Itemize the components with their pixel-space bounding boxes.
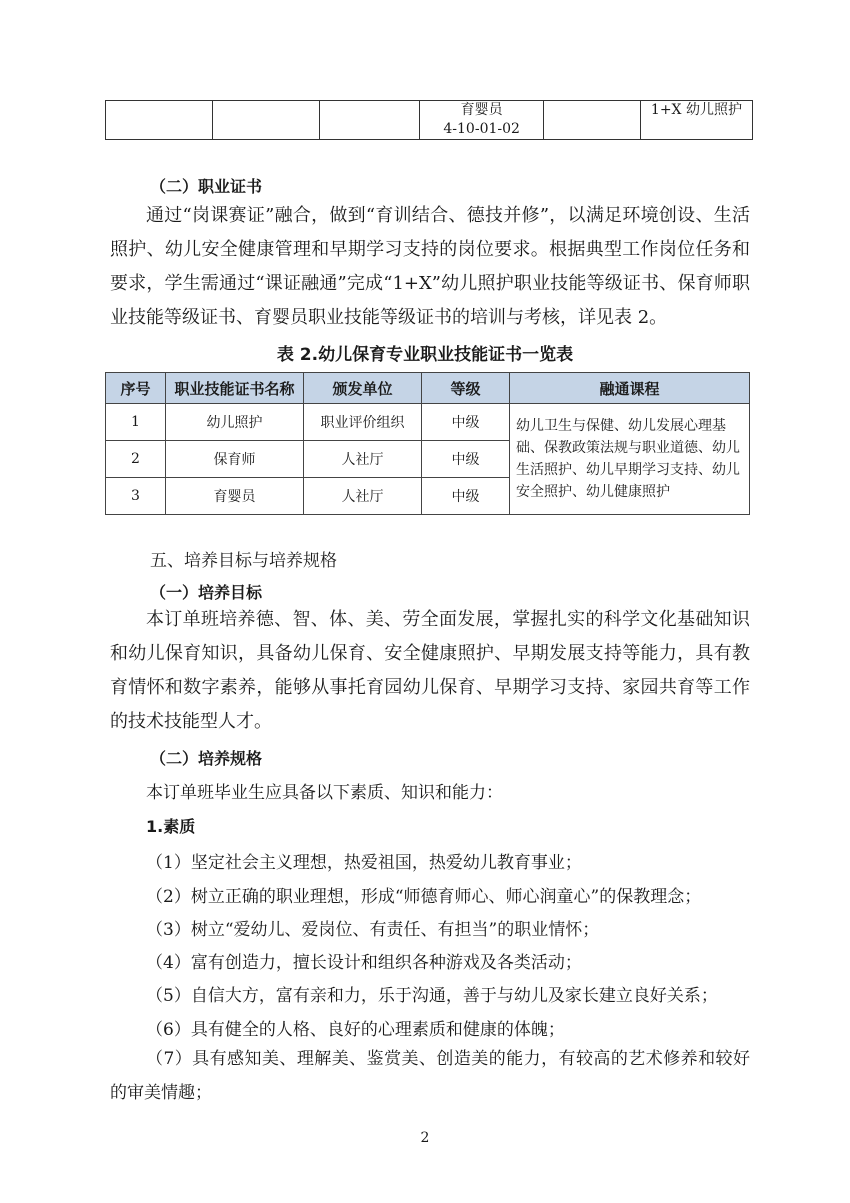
header-issuer: 颁发单位 bbox=[304, 373, 422, 404]
quality-item: （5）自信大方，富有亲和力，乐于沟通，善于与幼儿及家长建立良好关系； bbox=[146, 986, 718, 1006]
cell-level: 中级 bbox=[422, 441, 510, 478]
goal-paragraph: 本订单班培养德、智、体、美、劳全面发展，掌握扎实的科学文化基础知识和幼儿保育知识，具备幼儿保育、安全健康照护、早期发展支持等能力，具有教育情怀和数字素养，能够从事托育园幼儿保育、早期学习支持、家园共育等工作的技术技能型人才。 bbox=[110, 609, 750, 732]
header-index: 序号 bbox=[106, 373, 166, 404]
cell-courses: 幼儿卫生与保健、幼儿发展心理基础、保教政策法规与职业道德、幼儿生活照护、幼儿早期学习支持、幼儿安全照护、幼儿健康照护 bbox=[510, 404, 750, 515]
cert-table bbox=[105, 372, 750, 515]
header-level: 等级 bbox=[422, 373, 510, 404]
section-heading-cert: （二）职业证书 bbox=[150, 177, 263, 196]
table-cell bbox=[212, 101, 320, 140]
table-cell bbox=[320, 101, 420, 140]
header-cert-name: 职业技能证书名称 bbox=[166, 373, 304, 404]
cell-issuer: 职业评价组织 bbox=[304, 404, 422, 441]
quality-item: （3）树立“爱幼儿、爱岗位、有责任、有担当”的职业情怀； bbox=[146, 920, 600, 940]
quality-heading: 1.素质 bbox=[146, 817, 196, 836]
table-header-row bbox=[106, 373, 750, 404]
goal-heading: （一）培养目标 bbox=[150, 583, 263, 602]
cell-cert-name: 育婴员 bbox=[166, 478, 304, 515]
table-row bbox=[106, 101, 753, 140]
spec-heading: （二）培养规格 bbox=[150, 749, 263, 768]
table-row bbox=[106, 404, 750, 441]
table-cell bbox=[544, 101, 641, 140]
table-cell: 育婴员 4-10-01-02 bbox=[420, 101, 544, 140]
cell-index: 3 bbox=[106, 478, 166, 515]
quality-item: （7）具有感知美、理解美、鉴赏美、创造美的能力，有较高的艺术修养和较好的审美情趣； bbox=[110, 1049, 750, 1103]
table-cell bbox=[106, 101, 213, 140]
cell-index: 1 bbox=[106, 404, 166, 441]
cell-cert-name: 幼儿照护 bbox=[166, 404, 304, 441]
section-heading-5: 五、培养目标与培养规格 bbox=[150, 551, 337, 571]
continued-table bbox=[105, 100, 753, 140]
quality-item: （4）富有创造力，擅长设计和组织各种游戏及各类活动； bbox=[146, 953, 582, 973]
cell-index: 2 bbox=[106, 441, 166, 478]
table-caption: 表 2.幼儿保育专业职业技能证书一览表 bbox=[276, 345, 574, 365]
quality-item: （2）树立正确的职业理想，形成“师德育师心、师心润童心”的保教理念； bbox=[146, 887, 702, 907]
page-number: 2 bbox=[420, 1130, 430, 1146]
cell-level: 中级 bbox=[422, 478, 510, 515]
cell-issuer: 人社厅 bbox=[304, 478, 422, 515]
cell-cert-name: 保育师 bbox=[166, 441, 304, 478]
quality-item: （1）坚定社会主义理想，热爱祖国，热爱幼儿教育事业； bbox=[146, 853, 582, 873]
spec-intro: 本订单班毕业生应具备以下素质、知识和能力： bbox=[146, 783, 503, 803]
cell-level: 中级 bbox=[422, 404, 510, 441]
cell-issuer: 人社厅 bbox=[304, 441, 422, 478]
quality-item: （6）具有健全的人格、良好的心理素质和健康的体魄； bbox=[146, 1020, 565, 1040]
header-courses: 融通课程 bbox=[510, 373, 750, 404]
table-cell: 1+X 幼儿照护 bbox=[640, 101, 752, 140]
cert-paragraph: 通过“岗课赛证”融合，做到“育训结合、德技并修”，以满足环境创设、生活照护、幼儿安全健康管理和早期学习支持的岗位要求。根据典型工作岗位任务和要求，学生需通过“课证融通”完成“1+X”幼儿照护职业技能等级证书、保育师职业技能等级证书、育婴员职业技能等级证书的培训与考核，详见表 2。 bbox=[110, 205, 750, 328]
